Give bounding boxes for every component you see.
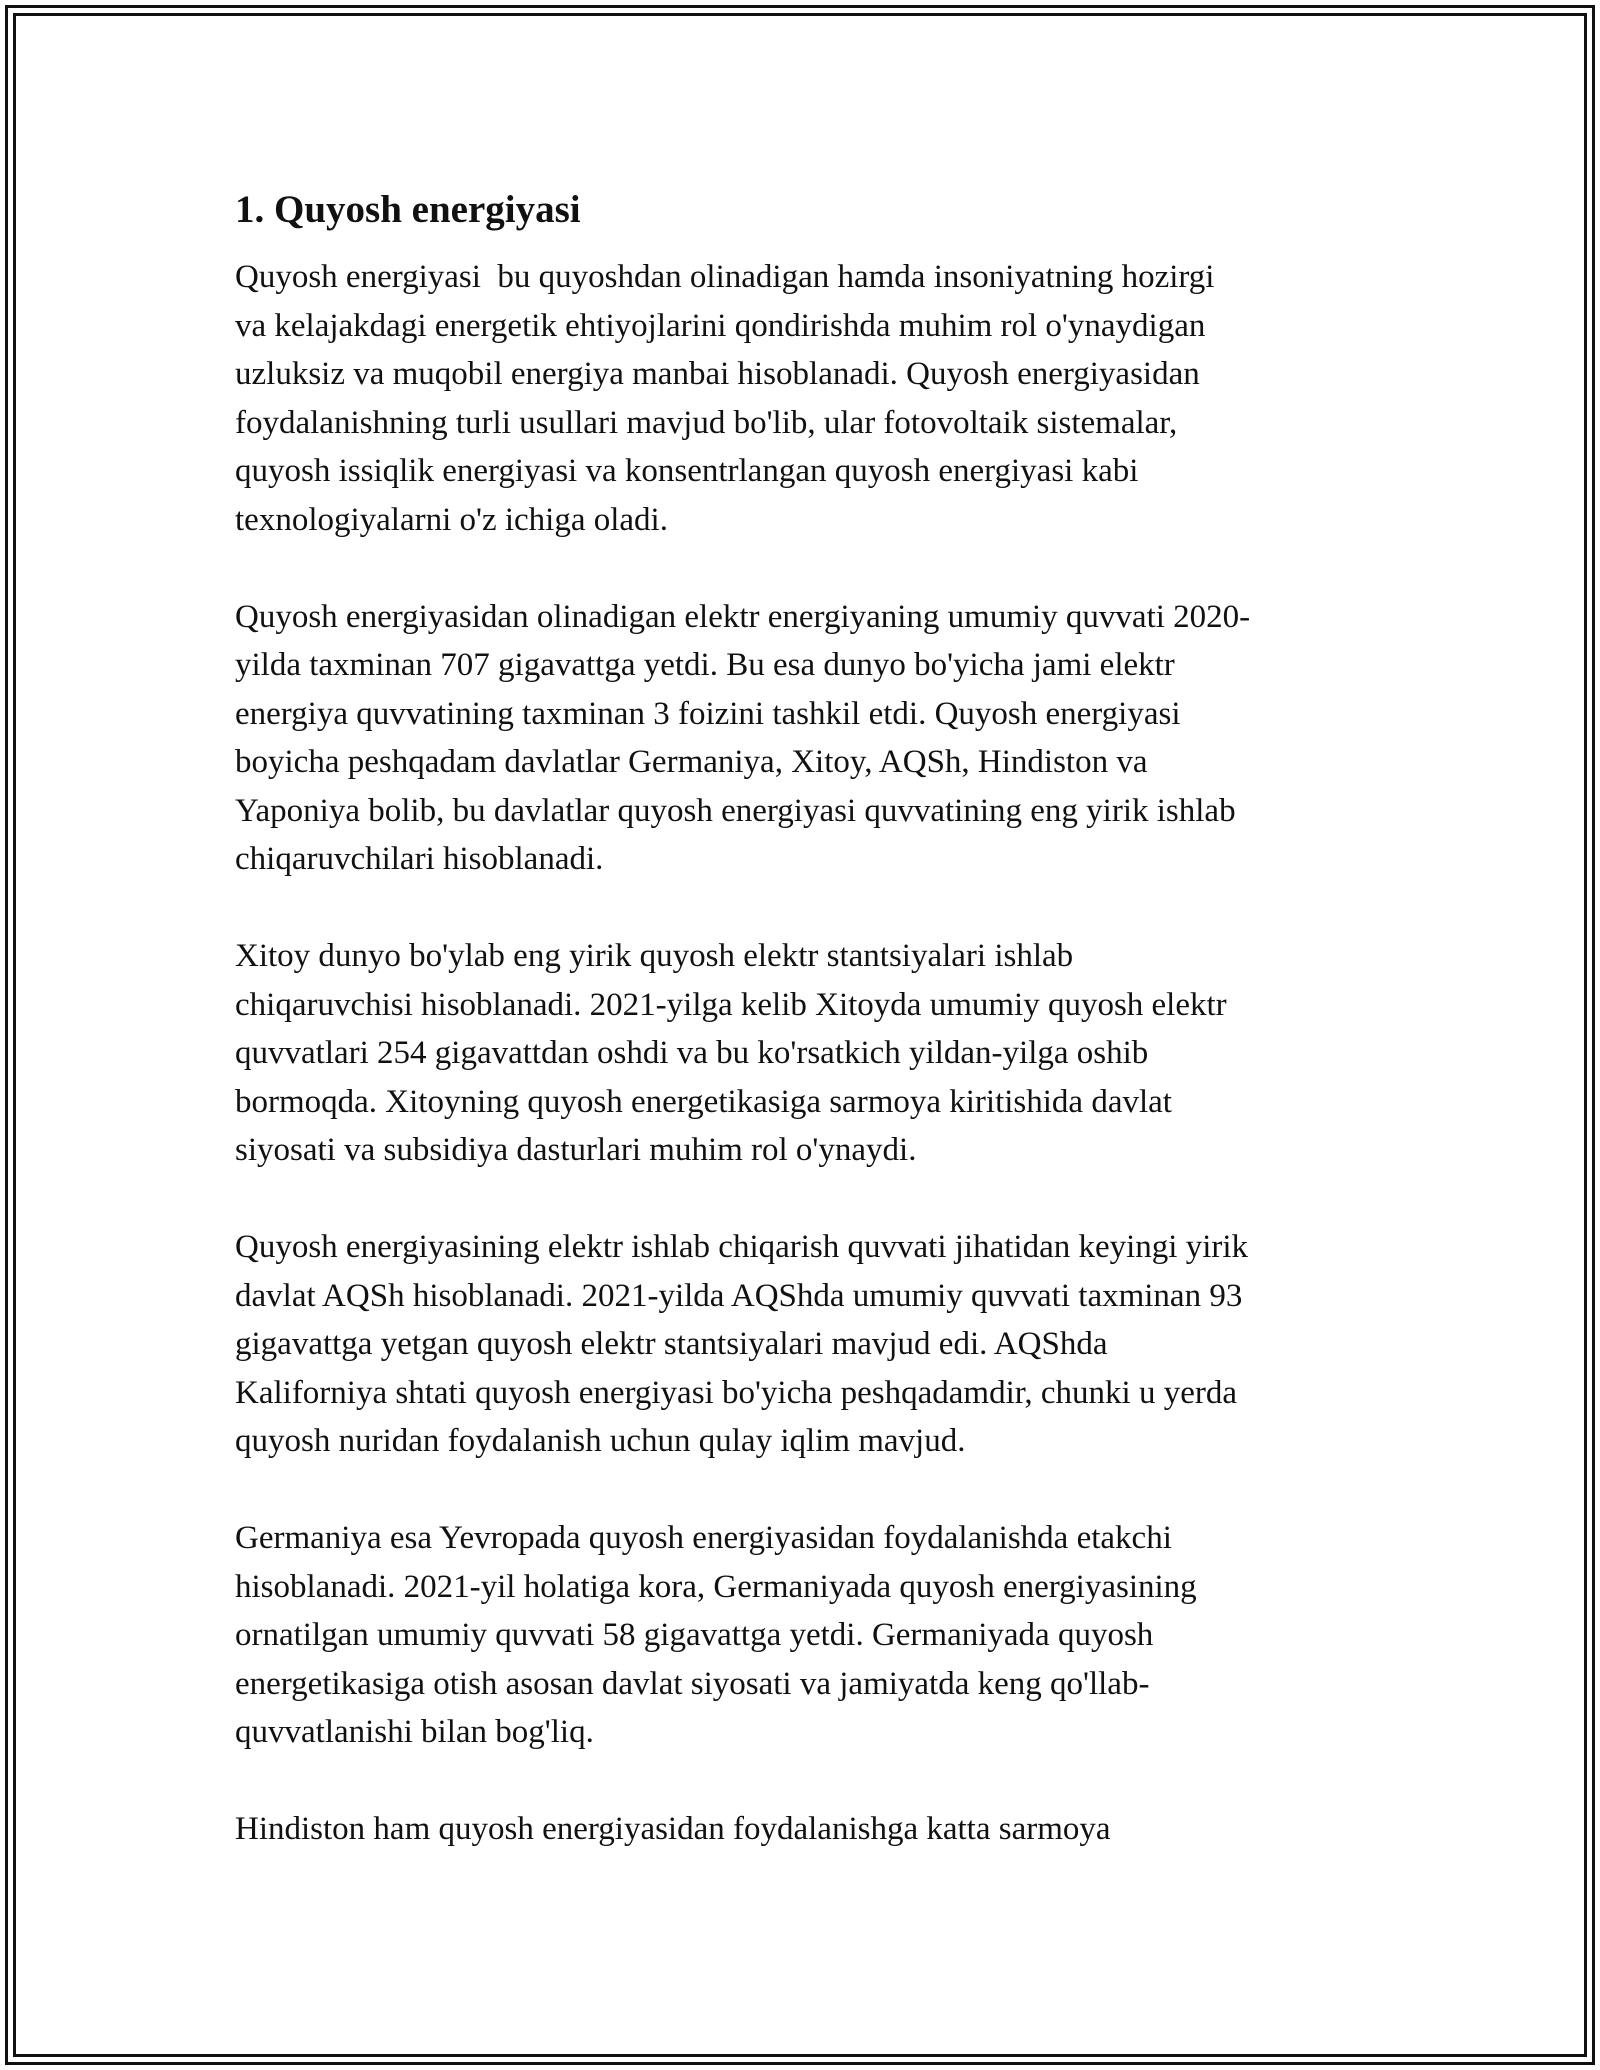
paragraph-china xyxy=(235,932,1375,1175)
text-line: chiqaruvchilari hisoblanadi. xyxy=(235,841,604,877)
text-line: energetikasiga otish asosan davlat siyosati va jamiyatda keng qo'llab- xyxy=(235,1665,1150,1702)
text-line: energiya quvvatining taxminan 3 foizini tashkil etdi. Quyosh energiyasi xyxy=(235,695,1181,732)
text-line: quyosh issiqlik energiyasi va konsentrlangan quyosh energiyasi kabi xyxy=(235,453,1139,489)
text-line: chiqaruvchisi hisoblanadi. 2021-yilga kelib Xitoyda umumiy quyosh elektr xyxy=(235,986,1227,1023)
text-line: Quyosh energiyasidan olinadigan elektr energiyaning umumiy quvvati 2020- xyxy=(235,598,1251,635)
text-line: boyicha peshqadam davlatlar Germaniya, Xitoy, AQSh, Hindiston va xyxy=(235,744,1148,780)
text-line: Hindiston ham quyosh energiyasidan foydalanishga katta sarmoya xyxy=(235,1811,1111,1847)
text-line: Yaponiya bolib, bu davlatlar quyosh energiyasi quvvatining eng yirik ishlab xyxy=(235,792,1236,829)
text-line: ornatilgan umumiy quvvati 58 gigavattga yetdi. Germaniyada quyosh xyxy=(235,1617,1154,1653)
text-line: quyosh nuridan foydalanish uchun qulay iqlim mavjud. xyxy=(235,1423,966,1459)
text-line: yilda taxminan 707 gigavattga yetdi. Bu esa dunyo bo'yicha jami elektr xyxy=(235,647,1175,683)
text-line: Quyosh energiyasining elektr ishlab chiqarish quvvati jihatidan keyingi yirik xyxy=(235,1229,1249,1265)
text-line: Xitoy dunyo bo'ylab eng yirik quyosh elektr stantsiyalari ishlab xyxy=(235,938,1074,974)
text-line: Germaniya esa Yevropada quyosh energiyasidan foydalanishda etakchi xyxy=(235,1520,1172,1556)
paragraph-usa xyxy=(235,1223,1375,1466)
text-line: va kelajakdagi energetik ehtiyojlarini qondirishda muhim rol o'ynaydigan xyxy=(235,307,1206,344)
document-body xyxy=(235,186,1375,1902)
paragraph-germany xyxy=(235,1514,1375,1757)
paragraph-india xyxy=(235,1805,1375,1854)
text-line: quvvatlari 254 gigavattdan oshdi va bu ko'rsatkich yildan-yilga oshib xyxy=(235,1035,1149,1071)
text-line: foydalanishning turli usullari mavjud bo'lib, ular fotovoltaik sistemalar, xyxy=(235,404,1178,441)
text-line: siyosati va subsidiya dasturlari muhim rol o'ynaydi. xyxy=(235,1132,917,1168)
text-line: gigavattga yetgan quyosh elektr stantsiyalari mavjud edi. AQShda xyxy=(235,1326,1108,1362)
text-line: texnologiyalarni o'z ichiga oladi. xyxy=(235,501,668,538)
paragraph-intro xyxy=(235,253,1375,544)
text-line: uzluksiz va muqobil energiya manbai hisoblanadi. Quyosh energiyasidan xyxy=(235,356,1200,392)
text-line: bormoqda. Xitoyning quyosh energetikasiga sarmoya kiritishida davlat xyxy=(235,1083,1172,1120)
text-line: davlat AQSh hisoblanadi. 2021-yilda AQShda umumiy quvvati taxminan 93 xyxy=(235,1277,1243,1314)
text-line: quvvatlanishi bilan bog'liq. xyxy=(235,1714,594,1750)
section-heading: 1. Quyosh energiyasi xyxy=(235,188,581,231)
text-line: Kaliforniya shtati quyosh energiyasi bo'yicha peshqadamdir, chunki u yerda xyxy=(235,1374,1238,1411)
paragraph-global-capacity xyxy=(235,593,1375,884)
text-line: Quyosh energiyasi bu quyoshdan olinadigan hamda insoniyatning hozirgi xyxy=(235,259,1215,295)
text-line: hisoblanadi. 2021-yil holatiga kora, Germaniyada quyosh energiyasining xyxy=(235,1568,1197,1605)
